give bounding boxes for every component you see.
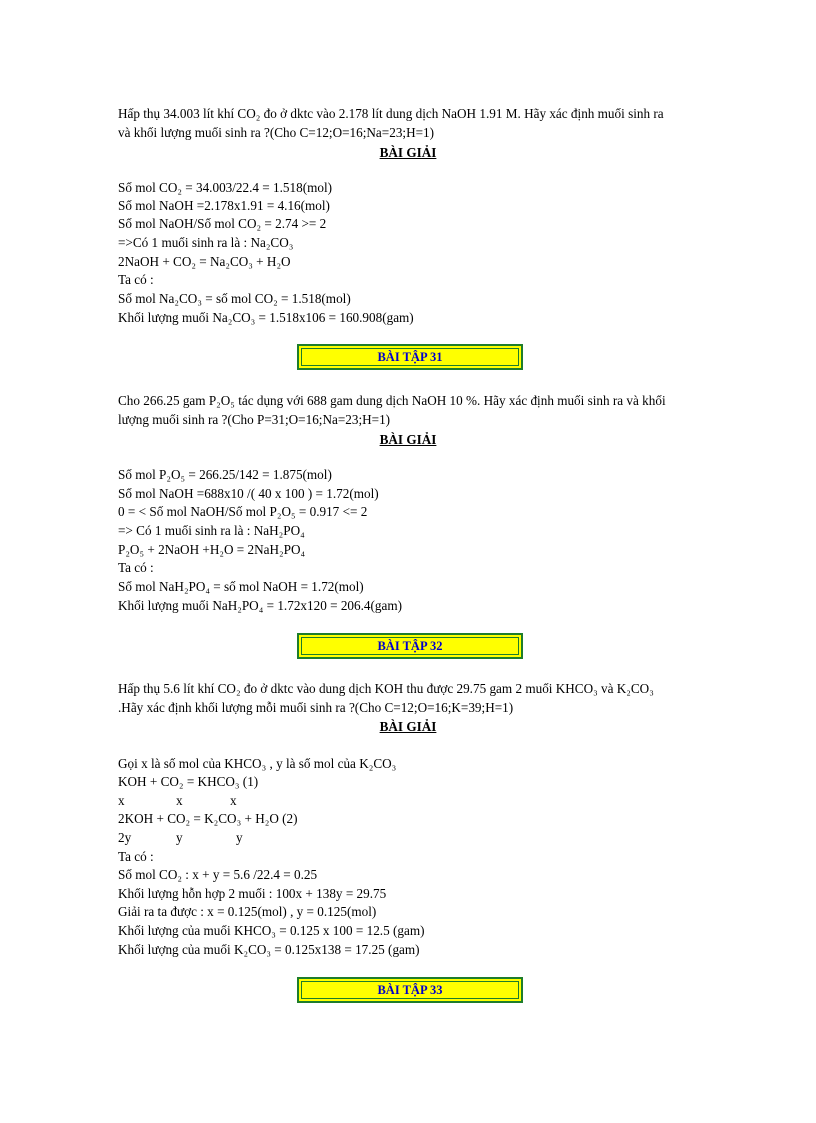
problem-32-step: KOH + CO₂ = KHCO₃ (1) bbox=[118, 774, 259, 789]
mole-cell: x bbox=[118, 793, 125, 808]
exercise-32-banner: BÀI TẬP 32 bbox=[297, 633, 523, 659]
problem-31-step: Khối lượng muối NaH₂PO₄ = 1.72x120 = 206.4(gam) bbox=[118, 598, 402, 613]
exercise-33-banner: BÀI TẬP 33 bbox=[297, 977, 523, 1003]
problem-30-step: =>Có 1 muối sinh ra là : Na₂CO₃ bbox=[118, 235, 294, 250]
problem-30-step: Số mol NaOH =2.178x1.91 = 4.16(mol) bbox=[118, 198, 330, 213]
problem-30-step: Ta có : bbox=[118, 272, 154, 287]
problem-32-step: Ta có : bbox=[118, 849, 154, 864]
problem-32-mole-row-1 bbox=[118, 792, 237, 809]
problem-30-step: 2NaOH + CO₂ = Na₂CO₃ + H₂O bbox=[118, 254, 291, 269]
problem-31-step: => Có 1 muối sinh ra là : NaH₂PO₄ bbox=[118, 523, 305, 538]
problem-30-step: Số mol CO₂ = 34.003/22.4 = 1.518(mol) bbox=[118, 180, 332, 195]
problem-30-question-line-1: Hấp thụ 34.003 lít khí CO₂ đo ở dktc vào 2.178 lít dung dịch NaOH 1.91 M. Hãy xác định muối sinh ra bbox=[118, 106, 664, 121]
problem-30-solution-heading: BÀI GIẢI bbox=[379, 145, 437, 160]
problem-31-step: Số mol P₂O₅ = 266.25/142 = 1.875(mol) bbox=[118, 467, 332, 482]
problem-30-step: Số mol NaOH/Số mol CO₂ = 2.74 >= 2 bbox=[118, 216, 327, 231]
mole-cell: x bbox=[230, 793, 237, 808]
problem-31-question-line-1: Cho 266.25 gam P₂O₅ tác dụng với 688 gam dung dịch NaOH 10 %. Hãy xác định muối sinh ra và khối bbox=[118, 393, 666, 408]
problem-31-step: Số mol NaOH =688x10 /( 40 x 100 ) = 1.72(mol) bbox=[118, 486, 379, 501]
problem-32-question-line-1: Hấp thụ 5.6 lít khí CO₂ đo ở dktc vào dung dịch KOH thu được 29.75 gam 2 muối KHCO₃ và K₂CO₃ bbox=[118, 681, 654, 696]
exercise-31-banner: BÀI TẬP 31 bbox=[297, 344, 523, 370]
mole-cell: y bbox=[176, 830, 183, 845]
problem-31-step: 0 = < Số mol NaOH/Số mol P₂O₅ = 0.917 <= 2 bbox=[118, 504, 368, 519]
problem-30-step: Số mol Na₂CO₃ = số mol CO₂ = 1.518(mol) bbox=[118, 291, 351, 306]
problem-32-step: Khối lượng hỗn hợp 2 muối : 100x + 138y = 29.75 bbox=[118, 886, 387, 901]
problem-32-step: Số mol CO₂ : x + y = 5.6 /22.4 = 0.25 bbox=[118, 867, 318, 882]
problem-30-question-line-2: và khối lượng muối sinh ra ?(Cho C=12;O=16;Na=23;H=1) bbox=[118, 125, 435, 140]
problem-31-question-line-2: lượng muối sinh ra ?(Cho P=31;O=16;Na=23;H=1) bbox=[118, 412, 391, 427]
problem-32-solution-heading: BÀI GIẢI bbox=[379, 719, 437, 734]
problem-30-step: Khối lượng muối Na₂CO₃ = 1.518x106 = 160.908(gam) bbox=[118, 310, 414, 325]
problem-32-mole-row-2 bbox=[118, 829, 243, 846]
problem-31-step: Số mol NaH₂PO₄ = số mol NaOH = 1.72(mol) bbox=[118, 579, 364, 594]
problem-32-step: Khối lượng của muối KHCO₃ = 0.125 x 100 = 12.5 (gam) bbox=[118, 923, 425, 938]
problem-32-step: Giải ra ta được : x = 0.125(mol) , y = 0.125(mol) bbox=[118, 904, 377, 919]
problem-31-step: Ta có : bbox=[118, 560, 154, 575]
problem-32-question-line-2: .Hãy xác định khối lượng mỗi muối sinh ra ?(Cho C=12;O=16;K=39;H=1) bbox=[118, 700, 514, 715]
problem-32-step: 2KOH + CO₂ = K₂CO₃ + H₂O (2) bbox=[118, 811, 298, 826]
mole-cell: 2y bbox=[118, 830, 132, 845]
problem-32-step: Gọi x là số mol của KHCO₃ , y là số mol của K₂CO₃ bbox=[118, 756, 397, 771]
problem-31-solution-heading: BÀI GIẢI bbox=[379, 432, 437, 447]
problem-31-step: P₂O₅ + 2NaOH +H₂O = 2NaH₂PO₄ bbox=[118, 542, 306, 557]
mole-cell: x bbox=[176, 793, 183, 808]
problem-32-step: Khối lượng của muối K₂CO₃ = 0.125x138 = 17.25 (gam) bbox=[118, 942, 420, 957]
mole-cell: y bbox=[236, 830, 243, 845]
